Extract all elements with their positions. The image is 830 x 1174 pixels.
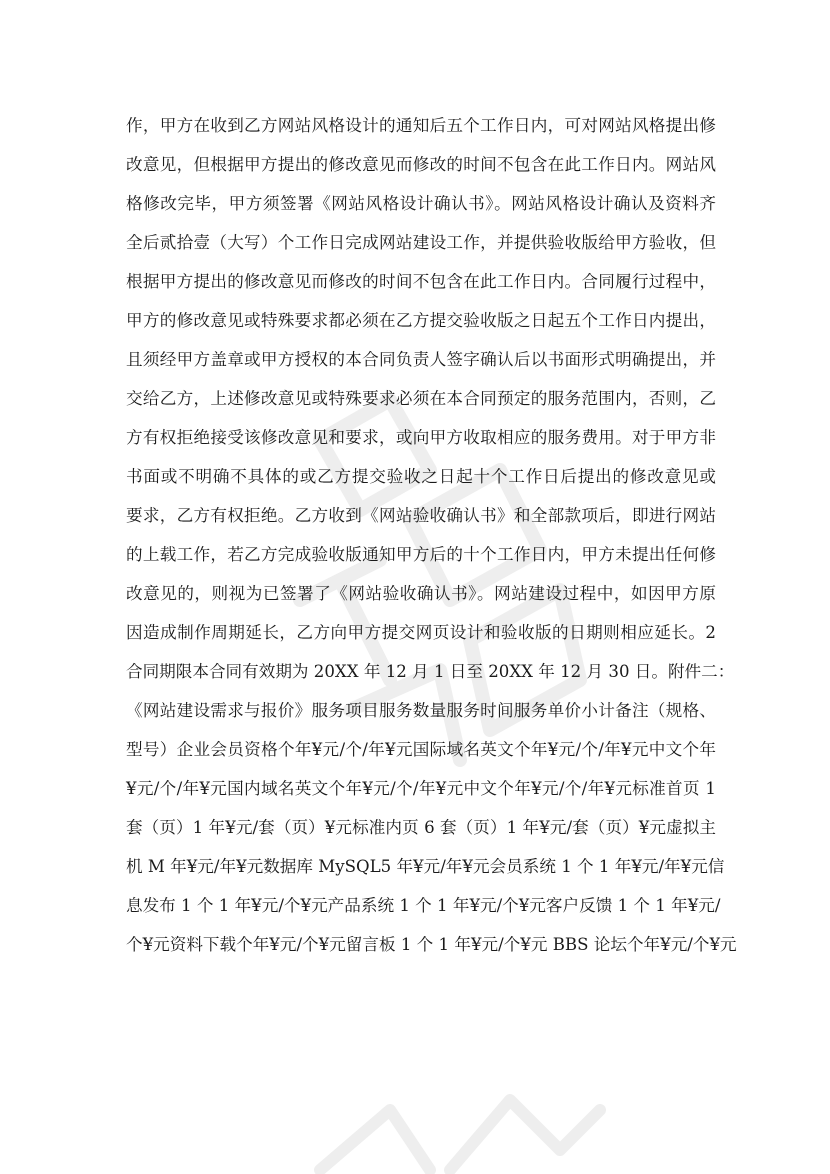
text-line: 套（页）1 年¥元/套（页）¥元标准内页 6 套（页）1 年¥元/套（页）¥元虚拟主 <box>126 818 716 837</box>
text-line: 型号）企业会员资格个年¥元/个/年¥元国际域名英文个年¥元/个/年¥元中文个年 <box>126 740 716 759</box>
text-line: 因造成制作周期延长，乙方向甲方提交网页设计和验收版的日期则相应延长。2 <box>126 623 716 642</box>
text-line: 的上载工作，若乙方完成验收版通知甲方后的十个工作日内，甲方未提出任何修 <box>126 545 716 564</box>
contract-body-text <box>126 106 737 964</box>
text-line: 全后贰拾壹（大写）个工作日完成网站建设工作，并提供验收版给甲方验收，但 <box>126 233 716 252</box>
text-line: 甲方的修改意见或特殊要求都必须在乙方提交验收版之日起五个工作日内提出， <box>126 311 716 330</box>
text-line: 合同期限本合同有效期为 20XX 年 12 月 1 日至 20XX 年 12 月 30 日。附件二： <box>126 662 735 681</box>
watermark-bottom-icon <box>300 1070 620 1174</box>
text-line: 交给乙方，上述修改意见或特殊要求必须在本合同预定的服务范围内，否则，乙 <box>126 389 716 408</box>
text-line: 格修改完毕，甲方须签署《网站风格设计确认书》。网站风格设计确认及资料齐 <box>126 194 716 213</box>
text-line: ¥元/个/年¥元国内域名英文个年¥元/个/年¥元中文个年¥元/个/年¥元标准首页 1 <box>126 779 716 798</box>
text-line: 个¥元资料下载个年¥元/个¥元留言板 1 个 1 年¥元/个¥元 BBS 论坛个年¥元/个¥元 <box>126 935 737 954</box>
text-line: 书面或不明确不具体的或乙方提交验收之日起十个工作日后提出的修改意见或 <box>126 467 716 486</box>
text-line: 方有权拒绝接受该修改意见和要求，或向甲方收取相应的服务费用。对于甲方非 <box>126 428 716 447</box>
text-line: 根据甲方提出的修改意见而修改的时间不包含在此工作日内。合同履行过程中， <box>126 272 716 291</box>
text-line: 改意见的，则视为已签署了《网站验收确认书》。网站建设过程中，如因甲方原 <box>126 584 716 603</box>
text-line: 且须经甲方盖章或甲方授权的本合同负责人签字确认后以书面形式明确提出，并 <box>126 350 716 369</box>
text-line: 《网站建设需求与报价》服务项目服务数量服务时间服务单价小计备注（规格、 <box>126 701 716 720</box>
text-line: 机 M 年¥元/年¥元数据库 MySQL5 年¥元/年¥元会员系统 1 个 1 年¥元/年¥元信 <box>126 857 725 876</box>
text-line: 要求，乙方有权拒绝。乙方收到《网站验收确认书》和全部款项后，即进行网站 <box>126 506 716 525</box>
text-line: 息发布 1 个 1 年¥元/个¥元产品系统 1 个 1 年¥元/个¥元客户反馈 1 个 1 年¥元/ <box>126 896 721 915</box>
text-line: 作，甲方在收到乙方网站风格设计的通知后五个工作日内，可对网站风格提出修 <box>126 116 716 135</box>
text-line: 改意见，但根据甲方提出的修改意见而修改的时间不包含在此工作日内。网站风 <box>126 155 716 174</box>
